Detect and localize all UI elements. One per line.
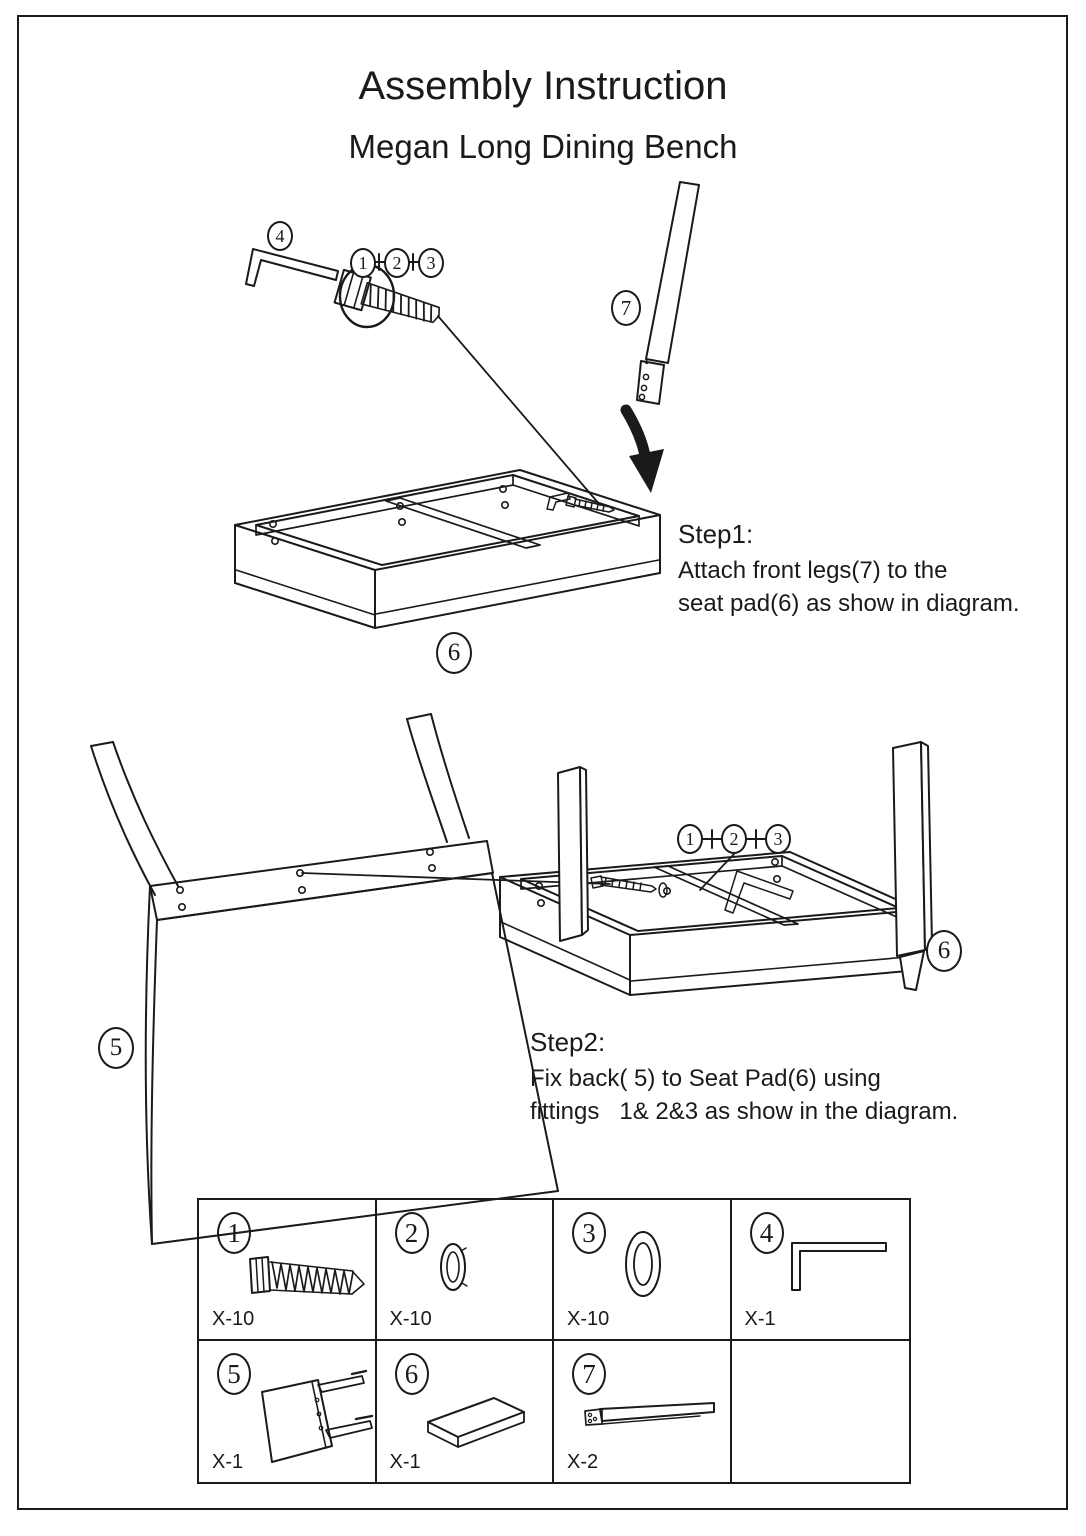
parts-cell-2: [377, 1200, 555, 1341]
callout-seat-6-step2: 6: [926, 930, 962, 972]
step2-heading: Step2:: [530, 1027, 606, 1057]
step2-instructions: [530, 1026, 958, 1128]
parts-cell-6: [377, 1341, 555, 1482]
insert-arrow-icon: [626, 410, 664, 493]
page-title: Assembly Instruction: [358, 64, 728, 108]
callout-back-5: 5: [98, 1027, 134, 1069]
part-quantity: X-1: [212, 1451, 244, 1473]
part-number-badge: 4: [750, 1212, 784, 1254]
seat-frame-step1-drawing: [235, 470, 660, 628]
parts-cell-4: [732, 1200, 910, 1341]
part-quantity: X-1: [389, 1451, 421, 1473]
front-leg-drawing: [637, 182, 699, 404]
part-quantity: X-10: [389, 1308, 432, 1330]
callout-fitting-2: 2: [384, 248, 410, 278]
rear-leg-left-drawing: [558, 767, 588, 941]
product-name: Megan Long Dining Bench: [348, 128, 738, 165]
bolt-detail-in-frame: [547, 493, 614, 512]
step1-instructions: [678, 518, 1020, 620]
step1-heading: Step1:: [678, 519, 754, 549]
callout-allen-key-4: 4: [267, 221, 293, 251]
callout-fitting-3-step2: 3: [765, 824, 791, 854]
back-panel-drawing: [91, 714, 558, 1244]
part-quantity: X-10: [212, 1308, 255, 1330]
allen-key-drawing: [246, 249, 338, 286]
part-number-badge: 6: [395, 1353, 429, 1395]
part-number-badge: 3: [572, 1212, 606, 1254]
parts-table: [197, 1198, 911, 1484]
callout-leg-7: 7: [611, 290, 641, 326]
part-number-badge: 2: [395, 1212, 429, 1254]
part-number-badge: 1: [217, 1212, 251, 1254]
part-number-badge: 7: [572, 1353, 606, 1395]
step1-line1: Attach front legs(7) to the: [678, 557, 948, 584]
callout-fitting-1-step2: 1: [677, 824, 703, 854]
step2-line2: fittings 1& 2&3 as show in the diagram.: [530, 1098, 959, 1125]
callout-fitting-1: 1: [350, 248, 376, 278]
parts-cell-5: [199, 1341, 377, 1482]
callout-fitting-3: 3: [418, 248, 444, 278]
part-number-badge: 5: [217, 1353, 251, 1395]
part-quantity: X-10: [567, 1308, 610, 1330]
part-quantity: X-1: [744, 1308, 776, 1330]
parts-cell-7: [554, 1341, 732, 1482]
parts-cell-empty: [732, 1341, 910, 1482]
callout-fitting-2-step2: 2: [721, 824, 747, 854]
step2-line1: Fix back( 5) to Seat Pad(6) using: [530, 1065, 881, 1092]
parts-cell-1: [199, 1200, 377, 1341]
step1-line2: seat pad(6) as show in diagram.: [678, 590, 1020, 617]
part-quantity: X-2: [567, 1451, 599, 1473]
parts-cell-3: [554, 1200, 732, 1341]
callout-seat-6-step1: 6: [436, 632, 472, 674]
